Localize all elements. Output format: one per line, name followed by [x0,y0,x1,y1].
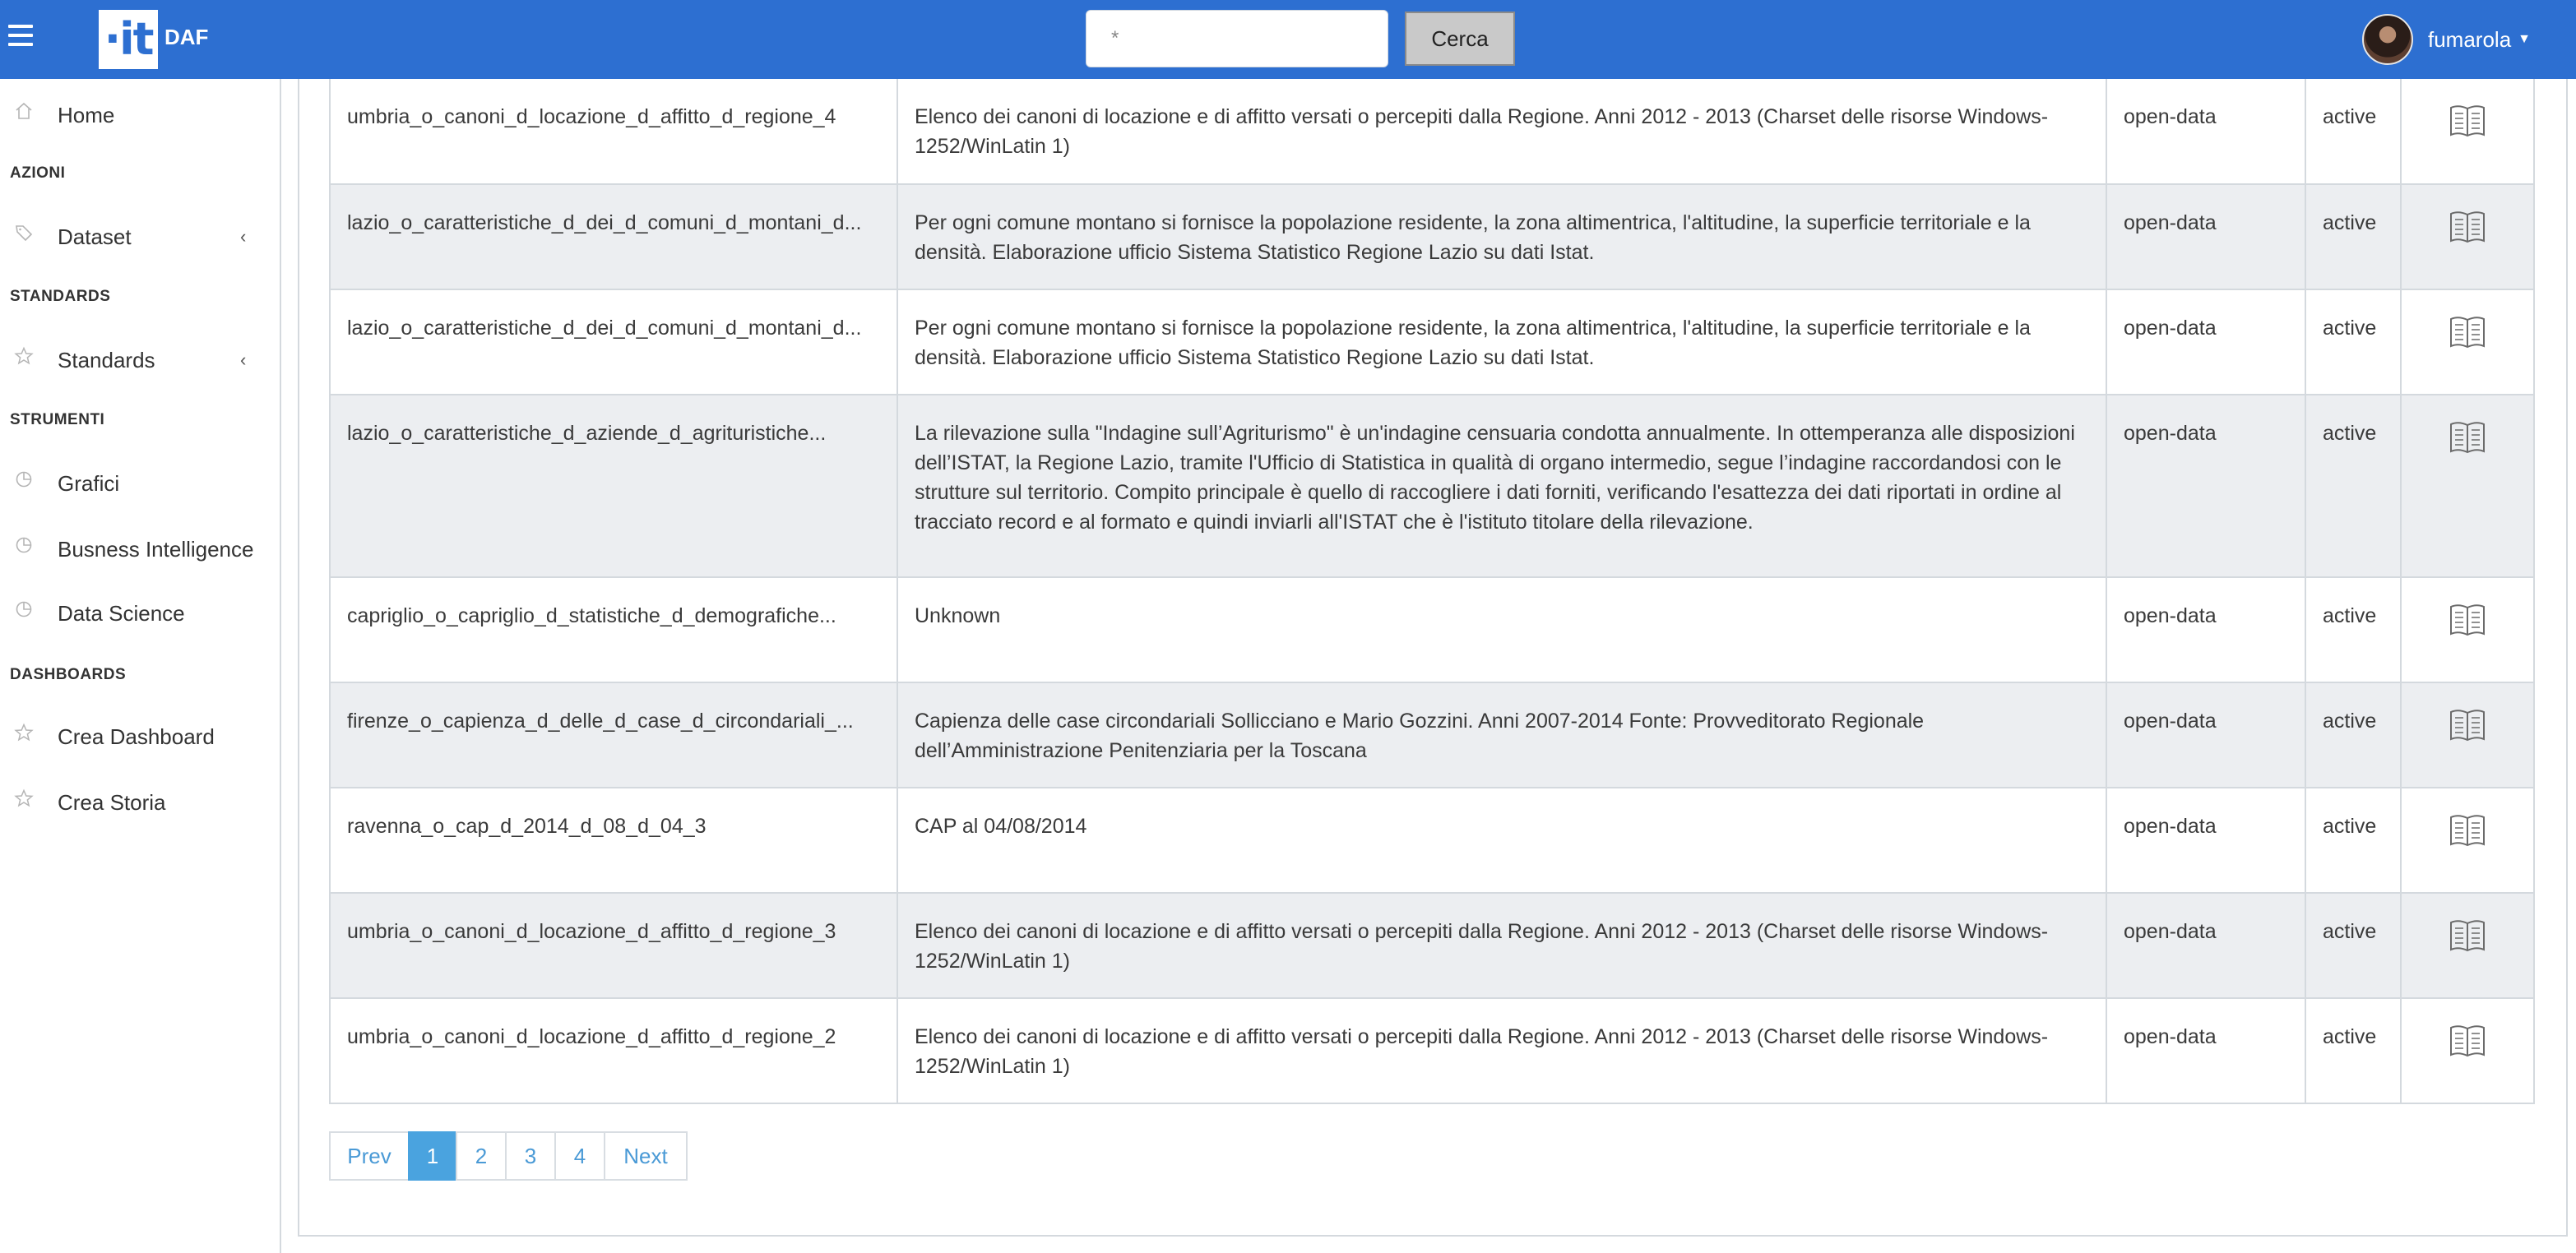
dataset-name[interactable]: umbria_o_canoni_d_locazione_d_affitto_d_regione_2 [330,998,897,1103]
action-cell [2401,893,2534,998]
book-icon[interactable] [2449,917,2486,955]
table-row[interactable] [330,577,2534,682]
sidebar [0,79,281,1253]
pagination [329,1131,688,1181]
book-icon[interactable] [2449,1022,2486,1060]
pie-chart-icon [13,599,35,620]
book-icon[interactable] [2449,102,2486,140]
dataset-name[interactable]: ravenna_o_cap_d_2014_d_08_d_04_3 [330,788,897,893]
dataset-status: active [2305,788,2401,893]
dataset-table [329,79,2535,1104]
user-menu[interactable] [2362,13,2531,66]
dataset-type: open-data [2106,395,2305,577]
pie-chart-icon [13,469,35,490]
table-row[interactable] [330,893,2534,998]
sidebar-item-crea-storia[interactable] [0,776,280,829]
dataset-status: active [2305,998,2401,1103]
action-cell [2401,998,2534,1103]
dataset-name[interactable]: umbria_o_canoni_d_locazione_d_affitto_d_regione_4 [330,79,897,184]
dataset-name[interactable]: firenze_o_capienza_d_delle_d_case_d_circondariali_... [330,682,897,788]
action-cell [2401,289,2534,395]
dataset-type: open-data [2106,788,2305,893]
dataset-description: Elenco dei canoni di locazione e di affitto versati o percepiti dalla Regione. Anni 2012 - 2013 (Charset delle risorse Windows-1252/WinLatin 1) [897,998,2106,1103]
dataset-type: open-data [2106,79,2305,184]
table-row[interactable] [330,184,2534,289]
top-navbar [0,0,2576,79]
section-title-azioni: AZIONI [10,164,66,182]
action-cell [2401,184,2534,289]
book-icon[interactable] [2449,811,2486,849]
dataset-status: active [2305,682,2401,788]
table-row[interactable] [330,289,2534,395]
logo[interactable] [99,10,158,69]
book-icon[interactable] [2449,313,2486,351]
dataset-type: open-data [2106,893,2305,998]
search-input[interactable] [1086,10,1388,67]
dataset-status: active [2305,577,2401,682]
book-icon[interactable] [2449,601,2486,639]
dataset-type: open-data [2106,682,2305,788]
dataset-name[interactable]: lazio_o_caratteristiche_d_aziende_d_agrituristiche... [330,395,897,577]
dataset-name[interactable]: capriglio_o_capriglio_d_statistiche_d_demografiche... [330,577,897,682]
dataset-description: La rilevazione sulla "Indagine sull’Agriturismo" è un'indagine censuaria condotta annualmente. In ottemperanza alle disposizioni dell’ISTAT, la Regione Lazio, tramite l'Ufficio di Statistica in qualità di organo intermedio, segue l’indagine raccordandosi con le strutture sul territorio. Compito principale è quello di raccogliere i dati forniti, verificando l'esattezza dei dati riportati in ordine al tracciato record e al formato e quindi inviarli all'ISTAT che è l'istituto titolare della rilevazione. [897,395,2106,577]
dataset-status: active [2305,289,2401,395]
home-icon [13,100,35,122]
dataset-name[interactable]: lazio_o_caratteristiche_d_dei_d_comuni_d_montani_d... [330,289,897,395]
action-cell [2401,395,2534,577]
dataset-type: open-data [2106,998,2305,1103]
action-cell [2401,788,2534,893]
star-icon [13,722,35,743]
book-icon[interactable] [2449,706,2486,744]
sidebar-item-label: Home [58,102,115,127]
chevron-left-icon[interactable]: ‹ [240,226,247,247]
sidebar-item-label: Dataset [58,224,132,249]
book-icon[interactable] [2449,418,2486,456]
sidebar-item-label: Crea Dashboard [58,724,215,749]
menu-icon[interactable] [8,25,33,53]
star-icon [13,345,35,367]
dataset-type: open-data [2106,577,2305,682]
dataset-status: active [2305,893,2401,998]
sidebar-item-dataset[interactable] [0,210,280,263]
sidebar-item-grafici[interactable] [0,457,280,510]
search-button[interactable]: Cerca [1405,12,1515,66]
sidebar-item-standards[interactable] [0,334,280,386]
table-row[interactable] [330,998,2534,1103]
pagination-page-4[interactable]: 4 [554,1131,605,1181]
dataset-description: Unknown [897,577,2106,682]
dataset-status: active [2305,395,2401,577]
logo-text: ·it [104,13,153,65]
table-row[interactable] [330,79,2534,184]
pagination-page-3[interactable]: 3 [505,1131,556,1181]
dataset-description: Elenco dei canoni di locazione e di affitto versati o percepiti dalla Regione. Anni 2012 - 2013 (Charset delle risorse Windows-1252/WinLatin 1) [897,893,2106,998]
pagination-next[interactable]: Next [604,1131,688,1181]
pagination-page-2[interactable]: 2 [456,1131,507,1181]
avatar[interactable] [2362,14,2413,65]
chevron-left-icon[interactable]: ‹ [240,349,247,370]
dataset-description: Capienza delle case circondariali Sollicciano e Mario Gozzini. Anni 2007-2014 Fonte: Provveditorato Regionale dell’Amministrazione Penitenziaria per la Toscana [897,682,2106,788]
section-title-dashboards: DASHBOARDS [10,666,127,683]
sidebar-item-label: Data Science [58,600,185,626]
username[interactable]: fumarola [2428,26,2512,52]
table-row[interactable] [330,788,2534,893]
section-title-standards: STANDARDS [10,288,111,305]
dataset-description: Per ogni comune montano si fornisce la popolazione residente, la zona altimentrica, l'altitudine, la superficie territoriale e la densità. Elaborazione ufficio Sistema Statistico Regione Lazio su dati Istat. [897,184,2106,289]
sidebar-item-label: Grafici [58,470,120,496]
dataset-type: open-data [2106,289,2305,395]
sidebar-item-label: Busness Intelligence [58,536,254,562]
dataset-description: Elenco dei canoni di locazione e di affitto versati o percepiti dalla Regione. Anni 2012 - 2013 (Charset delle risorse Windows-1252/WinLatin 1) [897,79,2106,184]
dataset-status: active [2305,184,2401,289]
action-cell [2401,79,2534,184]
sidebar-item-crea-dashboard[interactable] [0,710,280,763]
dataset-name[interactable]: umbria_o_canoni_d_locazione_d_affitto_d_regione_3 [330,893,897,998]
pagination-page-1[interactable]: 1 [408,1131,457,1181]
sidebar-item-business-intelligence[interactable] [0,523,280,576]
pagination-prev[interactable]: Prev [329,1131,410,1181]
app-name[interactable]: DAF [164,25,209,49]
sidebar-item-home[interactable] [0,89,280,141]
sidebar-item-label: Crea Storia [58,789,166,815]
dataset-description: Per ogni comune montano si fornisce la popolazione residente, la zona altimentrica, l'altitudine, la superficie territoriale e la densità. Elaborazione ufficio Sistema Statistico Regione Lazio su dati Istat. [897,289,2106,395]
table-row[interactable] [330,395,2534,577]
book-icon[interactable] [2449,208,2486,246]
action-cell [2401,682,2534,788]
action-cell [2401,577,2534,682]
sidebar-item-data-science[interactable] [0,587,280,640]
sidebar-item-label: Standards [58,347,155,372]
dataset-status: active [2305,79,2401,184]
table-row[interactable] [330,682,2534,788]
dataset-description: CAP al 04/08/2014 [897,788,2106,893]
star-icon [13,788,35,809]
tag-icon [13,222,35,243]
pie-chart-icon [13,534,35,556]
dataset-type: open-data [2106,184,2305,289]
caret-down-icon[interactable]: ▼ [2518,32,2531,46]
section-title-strumenti: STRUMENTI [10,411,105,428]
dataset-name[interactable]: lazio_o_caratteristiche_d_dei_d_comuni_d_montani_d... [330,184,897,289]
